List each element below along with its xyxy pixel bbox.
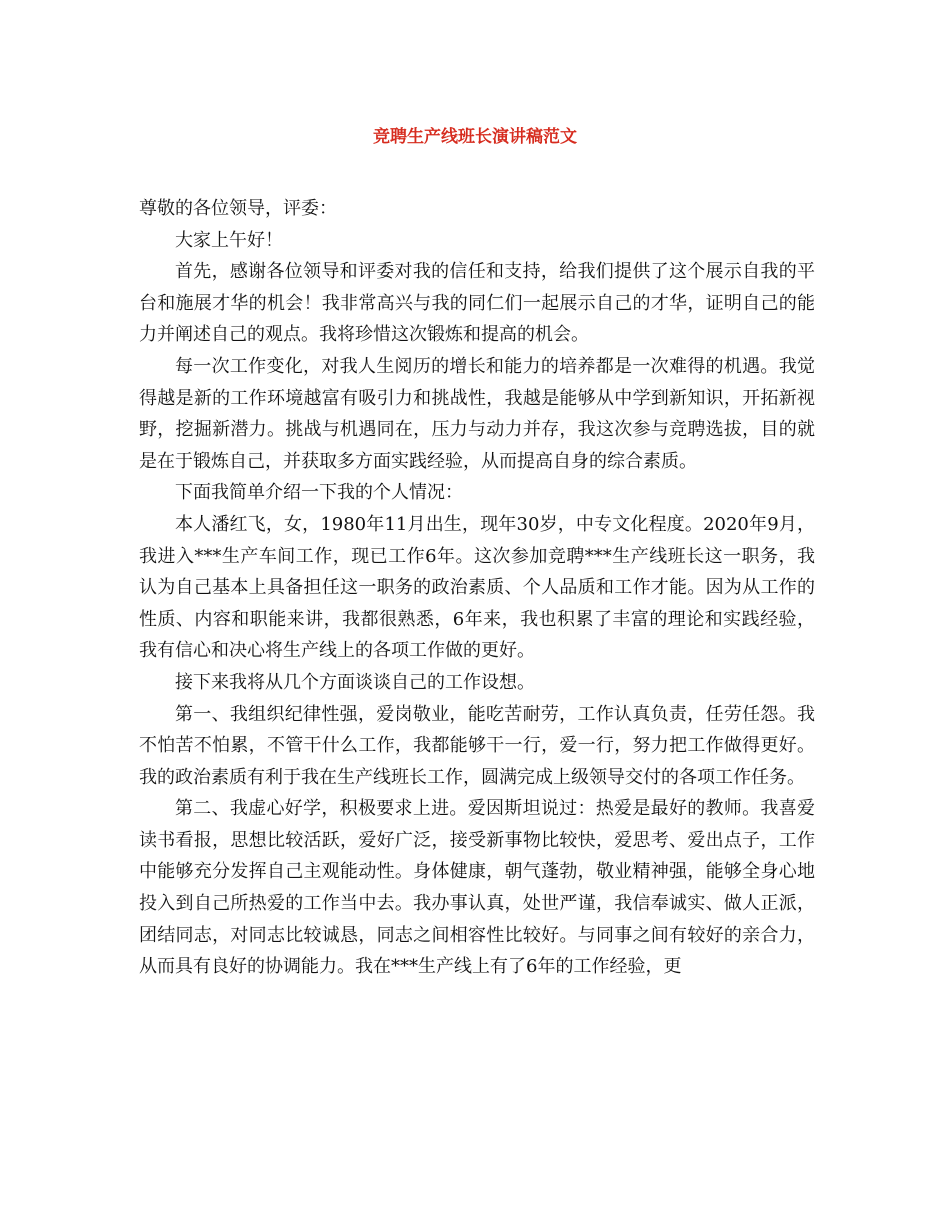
paragraph-point-two: 第二、我虚心好学，积极要求上进。爱因斯坦说过：热爱是最好的教师。我喜爱读书看报，思想比较活跃，爱好广泛，接受新事物比较快，爱思考、爱出点子，工作中能够充分发挥自己主观能动性。身体健康，朝气蓬勃，敬业精神强，能够全身心地投入到自己所热爱的工作当中去。我办事认真，处世严谨，我信奉诚实、做人正派，团结同志，对同志比较诚恳，同志之间相容性比较好。与同事之间有较好的亲合力，从而具有良好的协调能力。我在***生产线上有了6年的工作经验，更 [139,798,815,978]
paragraph-point-one: 第一、我组织纪律性强，爱岗敬业，能吃苦耐劳，工作认真负责，任劳任怨。我不怕苦不怕累，不管干什么工作，我都能够干一行，爱一行，努力把工作做得更好。我的政治素质有利于我在生产线班长工作，圆满完成上级领导交付的各项工作任务。 [139,703,815,788]
paragraph-plan-heading: 接下来我将从几个方面谈谈自己的工作设想。 [175,671,535,693]
paragraph-intro-heading: 下面我简单介绍一下我的个人情况： [175,482,463,504]
paragraph-greeting: 大家上午好！ [175,229,283,251]
paragraph-thanks: 首先，感谢各位领导和评委对我的信任和支持，给我们提供了这个展示自我的平台和施展才华的机会！我非常高兴与我的同仁们一起展示自己的才华，证明自己的能力并阐述自己的观点。我将珍惜这次锻炼和提高的机会。 [139,261,815,346]
salutation: 尊敬的各位领导，评委： [139,198,337,219]
document-body [139,193,815,983]
paragraph-opportunity: 每一次工作变化，对我人生阅历的增长和能力的培养都是一次难得的机遇。我觉得越是新的工作环境越富有吸引力和挑战性，我越是能够从中学到新知识，开拓新视野，挖掘新潜力。挑战与机遇同在，压力与动力并存，我这次参与竞聘选拔，目的就是在于锻炼自己，并获取多方面实践经验，从而提高自身的综合素质。 [139,355,815,472]
document-title: 竞聘生产线班长演讲稿范文 [373,127,577,147]
paragraph-personal-info: 本人潘红飞，女，1980年11月出生，现年30岁，中专文化程度。2020年9月，我进入***生产车间工作，现已工作6年。这次参加竞聘***生产线班长这一职务，我认为自己基本上具备担任这一职务的政治素质、个人品质和工作才能。因为从工作的性质、内容和职能来讲，我都很熟悉，6年来，我也积累了丰富的理论和实践经验，我有信心和决心将生产线上的各项工作做的更好。 [139,513,815,662]
